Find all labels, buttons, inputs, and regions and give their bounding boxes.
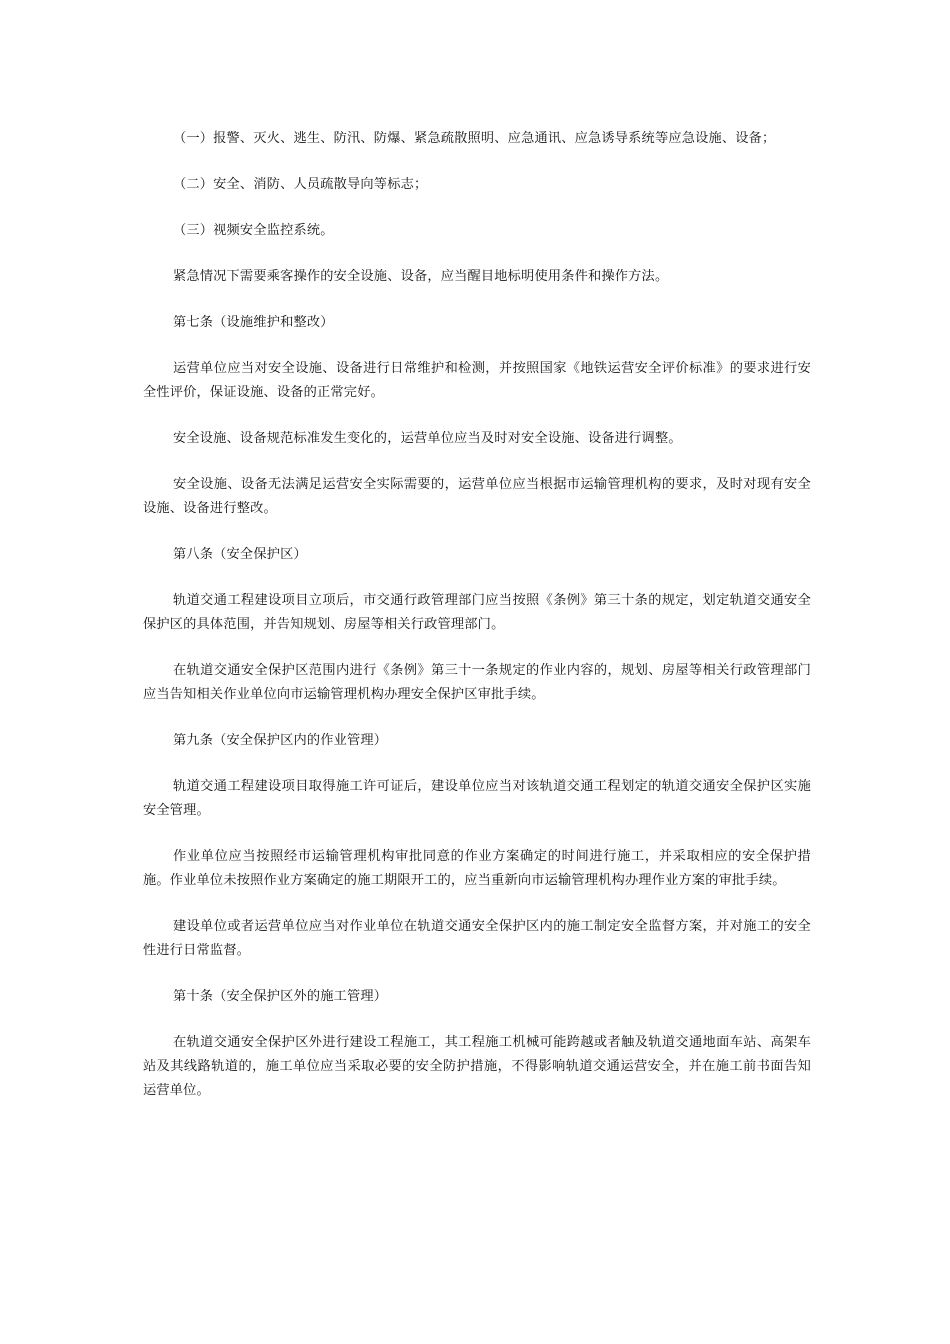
paragraph-3: （三）视频安全监控系统。 [173, 223, 334, 238]
paragraph-2: （二）安全、消防、人员疏散导向等标志； [173, 177, 428, 192]
article-heading-8: 第八条（安全保护区） [173, 547, 307, 562]
document-body [143, 127, 811, 1125]
paragraph-14: 作业单位应当按照经市运输管理机构审批同意的作业方案确定的时间进行施工，并采取相应的安全保护措施。作业单位未按照作业方案确定的施工期限开工的，应当重新向市运输管理机构办理作业方案的审批手续。 [143, 849, 811, 888]
article-heading-10: 第十条（安全保护区外的施工管理） [173, 989, 388, 1004]
paragraph-7: 安全设施、设备规范标准发生变化的，运营单位应当及时对安全设施、设备进行调整。 [173, 431, 682, 446]
article-heading-7: 第七条（设施维护和整改） [173, 315, 334, 330]
paragraph-11: 在轨道交通安全保护区范围内进行《条例》第三十一条规定的作业内容的，规划、房屋等相关行政管理部门应当告知相关作业单位向市运输管理机构办理安全保护区审批手续。 [143, 663, 811, 702]
paragraph-1: （一）报警、灭火、逃生、防汛、防爆、紧急疏散照明、应急通讯、应急诱导系统等应急设施、设备； [173, 131, 776, 146]
paragraph-8: 安全设施、设备无法满足运营安全实际需要的，运营单位应当根据市运输管理机构的要求，及时对现有安全设施、设备进行整改。 [143, 477, 811, 516]
paragraph-6: 运营单位应当对安全设施、设备进行日常维护和检测，并按照国家《地铁运营安全评价标准》的要求进行安全性评价，保证设施、设备的正常完好。 [143, 361, 811, 400]
paragraph-10: 轨道交通工程建设项目立项后，市交通行政管理部门应当按照《条例》第三十条的规定，划定轨道交通安全保护区的具体范围，并告知规划、房屋等相关行政管理部门。 [143, 593, 811, 632]
paragraph-17: 在轨道交通安全保护区外进行建设工程施工，其工程施工机械可能跨越或者触及轨道交通地面车站、高架车站及其线路轨道的，施工单位应当采取必要的安全防护措施，不得影响轨道交通运营安全，并在施工前书面告知运营单位。 [143, 1035, 811, 1098]
article-heading-9: 第九条（安全保护区内的作业管理） [173, 733, 388, 748]
paragraph-4: 紧急情况下需要乘客操作的安全设施、设备，应当醒目地标明使用条件和操作方法。 [173, 269, 669, 284]
paragraph-13: 轨道交通工程建设项目取得施工许可证后，建设单位应当对该轨道交通工程划定的轨道交通安全保护区实施安全管理。 [143, 779, 811, 818]
paragraph-15: 建设单位或者运营单位应当对作业单位在轨道交通安全保护区内的施工制定安全监督方案，并对施工的安全性进行日常监督。 [143, 919, 811, 958]
